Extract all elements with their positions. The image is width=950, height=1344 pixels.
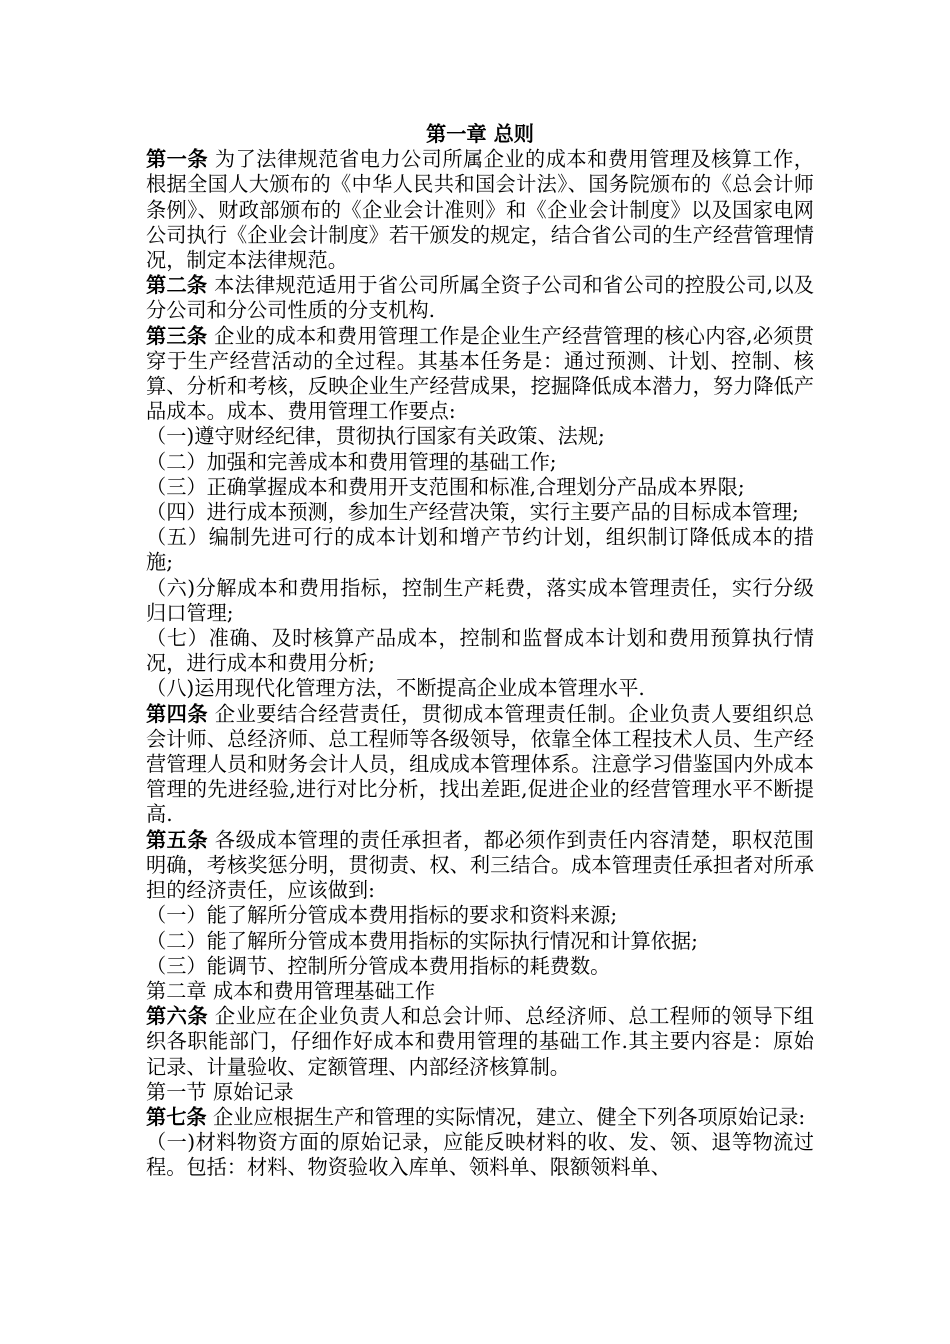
article-label: 第六条 bbox=[146, 1004, 209, 1029]
paragraph bbox=[146, 500, 814, 525]
paragraph bbox=[146, 954, 814, 979]
paragraph bbox=[146, 903, 814, 928]
paragraph bbox=[146, 525, 814, 575]
article-label: 第五条 bbox=[146, 827, 209, 852]
article-label: 第七条 bbox=[146, 1104, 207, 1129]
paragraph-text: （八)运用现代化管理方法，不断提高企业成本管理水平. bbox=[146, 676, 645, 701]
paragraph-text: （二）加强和完善成本和费用管理的基础工作; bbox=[146, 449, 557, 474]
paragraph-text: （三）能调节、控制所分管成本费用指标的耗费数。 bbox=[146, 953, 611, 978]
article-paragraph bbox=[146, 702, 814, 828]
article-paragraph bbox=[146, 324, 814, 425]
chapter-title: 第一章 总则 bbox=[426, 122, 534, 146]
article-paragraph bbox=[146, 147, 814, 273]
article-label: 第三条 bbox=[146, 323, 208, 348]
paragraph-text: （一)遵守财经纪律，贯彻执行国家有关政策、法规; bbox=[146, 424, 605, 449]
paragraph-text: 为了法律规范省电力公司所属企业的成本和费用管理及核算工作，根据全国人大颁布的《中华人民共和国会计法》、国务院颁布的《总会计师条例》、财政部颁布的《企业会计准则》和《企业会计制度》以及国家电网公司执行《企业会计制度》若干颁发的规定，结合省公司的生产经营管理情况，制定本法律规范。 bbox=[146, 147, 814, 273]
paragraph-text: 第二章 成本和费用管理基础工作 bbox=[146, 978, 436, 1003]
paragraph-text: 企业要结合经营责任，贯彻成本管理责任制。企业负责人要组织总会计师、总经济师、总工程师等各级领导，依靠全体工程技术人员、生产经营管理人员和财务会计人员，组成成本管理体系。注意学习借鉴国内外成本管理的先进经验,进行对比分析，找出差距,促进企业的经营管理水平不断提高. bbox=[146, 701, 814, 827]
paragraph-text: （五）编制先进可行的成本计划和增产节约计划，组织制订降低成本的措施; bbox=[146, 525, 814, 575]
paragraph-text: （六)分解成本和费用指标，控制生产耗费，落实成本管理责任，实行分级归口管理; bbox=[146, 575, 814, 625]
paragraph-text: （一)材料物资方面的原始记录，应能反映材料的收、发、领、退等物流过程。包括：材料、物资验收入库单、领料单、限额领料单、 bbox=[146, 1130, 814, 1180]
article-label: 第二条 bbox=[146, 273, 208, 298]
paragraph-text: （七）准确、及时核算产品成本，控制和监督成本计划和费用预算执行情况，进行成本和费用分析; bbox=[146, 626, 814, 676]
paragraph bbox=[146, 450, 814, 475]
article-label: 第一条 bbox=[146, 147, 209, 172]
article-paragraph bbox=[146, 828, 814, 904]
paragraph bbox=[146, 1080, 814, 1105]
paragraph bbox=[146, 1130, 814, 1180]
article-paragraph bbox=[146, 1105, 814, 1130]
paragraph-text: （三）正确掌握成本和费用开支范围和标准,合理划分产品成本界限; bbox=[146, 474, 745, 499]
paragraph-text: 企业应根据生产和管理的实际情况，建立、健全下列各项原始记录: bbox=[206, 1104, 806, 1129]
paragraph-text: 本法律规范适用于省公司所属全资子公司和省公司的控股公司,以及分公司和分公司性质的分支机构. bbox=[146, 273, 814, 323]
paragraph-text: 企业应在企业负责人和总会计师、总经济师、总工程师的领导下组织各职能部门，仔细作好成本和费用管理的基础工作.其主要内容是：原始记录、计量验收、定额管理、内部经济核算制。 bbox=[146, 1004, 814, 1079]
document-body bbox=[146, 122, 814, 1181]
paragraph bbox=[146, 475, 814, 500]
paragraph bbox=[146, 929, 814, 954]
paragraph bbox=[146, 676, 814, 701]
paragraph-text: 各级成本管理的责任承担者，都必须作到责任内容清楚，职权范围明确，考核奖惩分明，贯彻责、权、利三结合。成本管理责任承担者对所承担的经济责任，应该做到: bbox=[146, 827, 814, 903]
paragraph-text: （四）进行成本预测，参加生产经营决策，实行主要产品的目标成本管理; bbox=[146, 500, 799, 525]
paragraph bbox=[146, 979, 814, 1004]
article-paragraph bbox=[146, 273, 814, 323]
paragraph bbox=[146, 626, 814, 676]
paragraph bbox=[146, 424, 814, 449]
paragraph-text: （二）能了解所分管成本费用指标的实际执行情况和计算依据; bbox=[146, 928, 698, 953]
paragraph-text: （一）能了解所分管成本费用指标的要求和资料来源; bbox=[146, 903, 618, 928]
paragraph-text: 企业的成本和费用管理工作是企业生产经营管理的核心内容,必须贯穿于生产经营活动的全过程。其基本任务是：通过预测、计划、控制、核算、分析和考核，反映企业生产经营成果，挖掘降低成本潜力，努力降低产品成本。成本、费用管理工作要点: bbox=[146, 323, 814, 424]
paragraph-text: 第一节 原始记录 bbox=[146, 1079, 294, 1104]
article-paragraph bbox=[146, 1004, 814, 1080]
paragraph bbox=[146, 576, 814, 626]
paragraph-list bbox=[146, 147, 814, 1180]
article-label: 第四条 bbox=[146, 701, 209, 726]
